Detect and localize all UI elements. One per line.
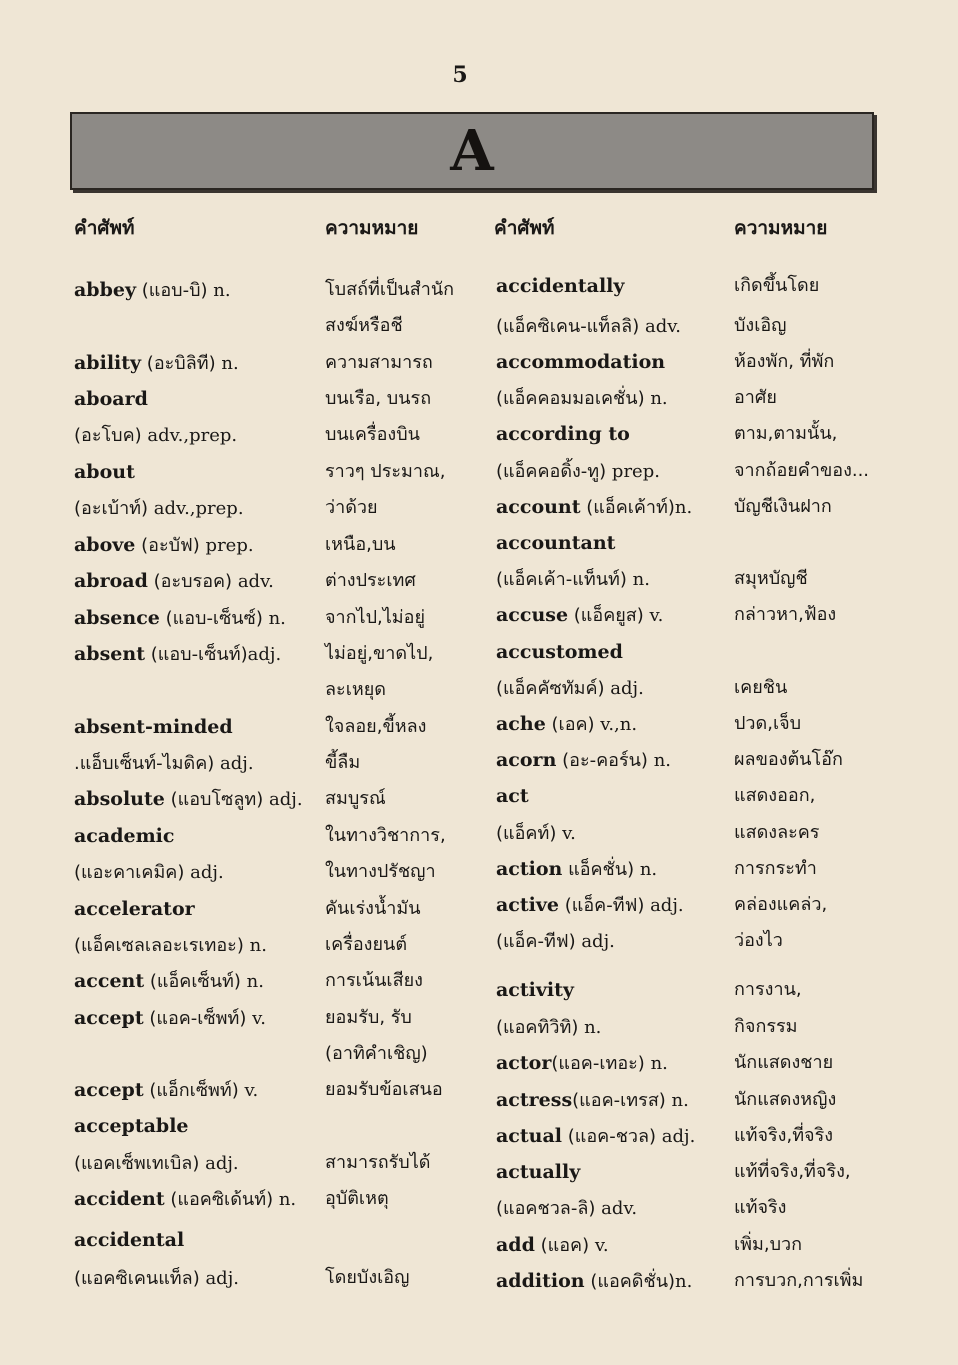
meaning: ความสามารถ bbox=[325, 352, 433, 373]
part-of-speech: adj. bbox=[581, 931, 615, 952]
headword: add bbox=[496, 1234, 535, 1256]
meaning: เครื่องยนต์ bbox=[325, 934, 408, 955]
meaning: เพิ่ม,บวก bbox=[734, 1234, 803, 1255]
section-header-box bbox=[70, 112, 874, 190]
pronunciation: (แอคเซ็พเทเบิล) bbox=[74, 1153, 206, 1174]
entry-line bbox=[74, 893, 195, 925]
pronunciation: (แอ็คคัซทัมค์) bbox=[496, 678, 611, 699]
headword: accept bbox=[74, 1007, 144, 1029]
meaning: บังเอิญ bbox=[734, 315, 787, 336]
entry-line bbox=[496, 1084, 689, 1116]
meaning: ผลของต้นโอ๊ก bbox=[734, 749, 843, 770]
entry-line bbox=[74, 529, 254, 561]
pronunciation: (แอบ-เซ็นซ์) bbox=[159, 608, 269, 629]
entry-line bbox=[496, 925, 615, 957]
headword: activity bbox=[496, 979, 574, 1001]
pronunciation: (แอคดิชั่น) bbox=[584, 1271, 676, 1292]
pronunciation: (แอบ-บิ) bbox=[136, 280, 214, 301]
entry-line bbox=[74, 456, 135, 488]
headword: acorn bbox=[496, 749, 557, 771]
headword: academic bbox=[74, 825, 175, 847]
pronunciation: (แอ็คยูส) bbox=[568, 605, 650, 626]
pronunciation: (อะบรอค) bbox=[147, 571, 238, 592]
pronunciation: (แอค-เทรส) bbox=[572, 1090, 672, 1111]
right-word-header: คำศัพท์ bbox=[494, 217, 555, 239]
pronunciation: (แอ็กเซ็พท์) bbox=[143, 1080, 245, 1101]
meaning: กล่าวหา,ฟ้อง bbox=[734, 604, 837, 625]
pronunciation: (แอ็คซิเคน-แท็ลลิ) bbox=[496, 316, 645, 337]
entry-line bbox=[74, 1074, 258, 1106]
entry-line bbox=[496, 1192, 637, 1224]
entry-line bbox=[74, 492, 244, 524]
pronunciation: (แอ็คเค้า-แท็นท์) bbox=[496, 569, 633, 590]
entry-line bbox=[496, 889, 684, 921]
headword: abbey bbox=[74, 279, 137, 301]
section-letter: A bbox=[450, 118, 494, 184]
entry-line bbox=[496, 270, 624, 302]
entry-line bbox=[496, 563, 650, 595]
entry-line bbox=[496, 1011, 601, 1043]
headword: actual bbox=[496, 1125, 562, 1147]
pronunciation: (แอ็คคอดิ้ง-ทู) bbox=[496, 461, 612, 482]
part-of-speech: v.,n. bbox=[600, 714, 638, 735]
part-of-speech: n. bbox=[653, 750, 672, 771]
headword: accidentally bbox=[496, 275, 625, 297]
meaning: แสดงละคร bbox=[734, 822, 820, 843]
meaning: กิจกรรม bbox=[734, 1016, 798, 1037]
right-meaning-header: ความหมาย bbox=[734, 217, 828, 239]
entry-line bbox=[496, 974, 574, 1006]
headword: abroad bbox=[74, 570, 148, 592]
pronunciation: (แอ็ค-ทีฟ) bbox=[496, 931, 582, 952]
part-of-speech: adv.,prep. bbox=[153, 498, 244, 519]
entry-line bbox=[74, 383, 148, 415]
pronunciation: (แอ็คเซลเลอะเรเทอะ) bbox=[74, 935, 250, 956]
meaning: จากถ้อยคำของ... bbox=[734, 460, 870, 481]
pronunciation: (แอ็คเค้าท์) bbox=[580, 497, 675, 518]
part-of-speech: adv. bbox=[644, 316, 681, 337]
meaning: แสดงออก, bbox=[734, 785, 816, 806]
part-of-speech: adj. bbox=[610, 678, 644, 699]
entry-line bbox=[74, 274, 231, 306]
part-of-speech: adv.,prep. bbox=[147, 425, 238, 446]
meaning: ในทางวิชาการ, bbox=[325, 825, 446, 846]
meaning: จากไป,ไม่อยู่ bbox=[325, 607, 426, 628]
pronunciation: (แอค-เทอะ) bbox=[551, 1053, 651, 1074]
part-of-speech: n. bbox=[221, 353, 239, 374]
entry-line bbox=[74, 1147, 239, 1179]
meaning: อุบัติเหตุ bbox=[325, 1188, 389, 1209]
entry-line bbox=[74, 747, 254, 779]
meaning: ราวๆ ประมาณ, bbox=[325, 461, 446, 482]
part-of-speech: n. bbox=[249, 935, 267, 956]
headword: action bbox=[496, 858, 563, 880]
meaning: บนเครื่องบิน bbox=[325, 424, 420, 445]
entry-line bbox=[74, 1002, 266, 1034]
pronunciation: (แอคซิเคนแท็ล) bbox=[74, 1268, 206, 1289]
pronunciation: (แอบโซลูท) bbox=[164, 789, 269, 810]
part-of-speech: adv. bbox=[601, 1198, 638, 1219]
headword: accommodation bbox=[496, 351, 666, 373]
left-word-header: คำศัพท์ bbox=[74, 217, 135, 239]
entry-line bbox=[74, 711, 233, 743]
meaning: นักแสดงหญิง bbox=[734, 1089, 837, 1110]
meaning: เกิดขึ้นโดย bbox=[734, 275, 820, 296]
meaning: บัญชีเงินฝาก bbox=[734, 496, 832, 517]
headword: about bbox=[74, 461, 135, 483]
entry-line bbox=[74, 347, 239, 379]
entry-line bbox=[496, 1047, 668, 1079]
entry-line bbox=[496, 817, 576, 849]
headword: absolute bbox=[74, 788, 165, 810]
entry-line bbox=[74, 1224, 184, 1256]
headword: above bbox=[74, 534, 136, 556]
meaning: แท้จริง,ที่จริง bbox=[734, 1125, 834, 1146]
headword: absent-minded bbox=[74, 716, 233, 738]
entry-line bbox=[74, 638, 281, 670]
meaning: เคยชิน bbox=[734, 677, 788, 698]
entry-line bbox=[496, 1229, 609, 1261]
entry-line bbox=[74, 965, 264, 997]
meaning: (อาทิคำเชิญ) bbox=[325, 1043, 428, 1064]
part-of-speech: n. bbox=[584, 1017, 602, 1038]
pronunciation: (แอคชวล-ลิ) bbox=[496, 1198, 602, 1219]
entry-line bbox=[496, 708, 637, 740]
pronunciation: (แอคซิเด้นท์) bbox=[164, 1189, 279, 1210]
part-of-speech: v. bbox=[562, 823, 576, 844]
headword: accident bbox=[74, 1188, 165, 1210]
headword: active bbox=[496, 894, 560, 916]
part-of-speech: n. bbox=[650, 388, 668, 409]
part-of-speech: v. bbox=[594, 1235, 609, 1256]
part-of-speech: adj. bbox=[268, 789, 303, 810]
meaning: ปวด,เจ็บ bbox=[734, 713, 802, 734]
entry-line bbox=[496, 1120, 695, 1152]
part-of-speech: n. bbox=[632, 569, 650, 590]
meaning: ว่าด้วย bbox=[325, 497, 378, 518]
part-of-speech: prep. bbox=[205, 535, 254, 556]
headword: according to bbox=[496, 423, 630, 445]
meaning: ใจลอย,ขี้หลง bbox=[325, 716, 427, 737]
meaning: ตาม,ตามนั้น, bbox=[734, 423, 838, 444]
headword: actress bbox=[496, 1089, 573, 1111]
part-of-speech: n. bbox=[675, 1271, 693, 1292]
headword: accustomed bbox=[496, 641, 623, 663]
meaning: นักแสดงชาย bbox=[734, 1052, 834, 1073]
entry-line bbox=[496, 780, 529, 812]
entry-line bbox=[74, 929, 267, 961]
meaning: เหนือ,บน bbox=[325, 534, 396, 555]
part-of-speech: n. bbox=[671, 1090, 689, 1111]
entry-line bbox=[496, 1265, 692, 1297]
meaning: ในทางปรัชญา bbox=[325, 861, 436, 882]
meaning: การเน้นเสียง bbox=[325, 970, 423, 991]
page-number: 5 bbox=[452, 62, 468, 88]
meaning: แท้ที่จริง,ที่จริง, bbox=[734, 1161, 851, 1182]
part-of-speech: adj. bbox=[205, 1153, 239, 1174]
meaning: สามารถรับได้ bbox=[325, 1152, 431, 1173]
meaning: ไม่อยู่,ขาดไป, bbox=[325, 643, 434, 664]
pronunciation: (อะโบค) bbox=[74, 425, 148, 446]
meaning: คล่องแคล่ว, bbox=[734, 894, 828, 915]
pronunciation: (แอคทิวิทิ) bbox=[496, 1017, 585, 1038]
part-of-speech: n. bbox=[278, 1189, 297, 1210]
entry-line bbox=[74, 820, 174, 852]
entry-line bbox=[496, 1156, 580, 1188]
headword: addition bbox=[496, 1270, 585, 1292]
meaning: อาศัย bbox=[734, 387, 777, 408]
pronunciation: (แอ็คคอมมอเคชั่น) bbox=[496, 388, 651, 409]
entry-line bbox=[74, 856, 224, 888]
part-of-speech: v. bbox=[244, 1080, 259, 1101]
headword: accept bbox=[74, 1079, 144, 1101]
meaning: คันเร่งน้ำมัน bbox=[325, 898, 421, 919]
entry-line bbox=[496, 418, 630, 450]
pronunciation: (อะบิลิที) bbox=[141, 353, 222, 374]
part-of-speech: n. bbox=[268, 608, 286, 629]
headword: accelerator bbox=[74, 898, 195, 920]
entry-line bbox=[496, 527, 615, 559]
headword: account bbox=[496, 496, 581, 518]
headword: actually bbox=[496, 1161, 581, 1183]
entry-line bbox=[74, 565, 274, 597]
part-of-speech: adv. bbox=[237, 571, 274, 592]
headword: absent bbox=[74, 643, 145, 665]
part-of-speech: adj. bbox=[220, 753, 254, 774]
headword: acceptable bbox=[74, 1115, 189, 1137]
part-of-speech: v. bbox=[649, 605, 664, 626]
meaning: ละเหยุด bbox=[325, 679, 386, 700]
part-of-speech: v. bbox=[252, 1008, 266, 1029]
headword: aboard bbox=[74, 388, 148, 410]
part-of-speech: n. bbox=[674, 497, 693, 518]
part-of-speech: n. bbox=[639, 859, 658, 880]
pronunciation: (แอ็ค-ทีฟ) bbox=[559, 895, 651, 916]
entry-line bbox=[496, 346, 665, 378]
pronunciation: (แอะคาเคมิค) bbox=[74, 862, 191, 883]
entry-line bbox=[74, 1110, 189, 1142]
part-of-speech: adj. bbox=[190, 862, 224, 883]
meaning: แท้จริง bbox=[734, 1197, 787, 1218]
part-of-speech: n. bbox=[213, 280, 231, 301]
meaning: การบวก,การเพิ่ม bbox=[734, 1270, 864, 1291]
pronunciation: (แอค-ชวล) bbox=[562, 1126, 662, 1147]
part-of-speech: adj. bbox=[650, 895, 684, 916]
pronunciation: (อะบัฟ) bbox=[135, 535, 206, 556]
left-meaning-header: ความหมาย bbox=[325, 217, 419, 239]
meaning: ขี้ลืม bbox=[325, 752, 361, 773]
part-of-speech: prep. bbox=[611, 461, 660, 482]
meaning: การงาน, bbox=[734, 979, 802, 1000]
entry-line bbox=[496, 455, 660, 487]
headword: absence bbox=[74, 607, 160, 629]
entry-line bbox=[496, 744, 671, 776]
headword: ability bbox=[74, 352, 142, 374]
entry-line bbox=[74, 783, 303, 815]
headword: ache bbox=[496, 713, 546, 735]
headword: accidental bbox=[74, 1229, 185, 1251]
entry-line bbox=[496, 599, 663, 631]
meaning: ว่องไว bbox=[734, 930, 783, 951]
entry-line bbox=[74, 602, 286, 634]
pronunciation: .แอ็บเซ็นท์-ไมดิค) bbox=[74, 753, 220, 774]
meaning: โบสถ์ที่เป็นสำนัก bbox=[325, 279, 455, 300]
meaning: ยอมรับข้อเสนอ bbox=[325, 1079, 443, 1100]
pronunciation: (แอค-เซ็พท์) bbox=[143, 1008, 253, 1029]
meaning: สงฆ์หรือชี bbox=[325, 315, 403, 336]
pronunciation: (เอค) bbox=[545, 714, 601, 735]
entry-line bbox=[74, 419, 237, 451]
part-of-speech: adj. bbox=[661, 1126, 696, 1147]
meaning: สมุหบัญชี bbox=[734, 568, 808, 589]
pronunciation: (แอค) bbox=[534, 1235, 595, 1256]
headword: accountant bbox=[496, 532, 616, 554]
headword: act bbox=[496, 785, 529, 807]
meaning: ยอมรับ, รับ bbox=[325, 1007, 412, 1028]
pronunciation: (แอ็คเซ็นท์) bbox=[144, 971, 247, 992]
meaning: ต่างประเทศ bbox=[325, 570, 416, 591]
entry-line bbox=[496, 310, 681, 342]
part-of-speech: adj. bbox=[205, 1268, 239, 1289]
entry-line bbox=[496, 382, 668, 414]
entry-line bbox=[496, 491, 692, 523]
headword: actor bbox=[496, 1052, 552, 1074]
headword: accent bbox=[74, 970, 145, 992]
entry-line bbox=[496, 672, 644, 704]
meaning: โดยบังเอิญ bbox=[325, 1267, 410, 1288]
meaning: การกระทำ bbox=[734, 858, 817, 879]
part-of-speech: adj. bbox=[247, 644, 282, 665]
meaning: ห้องพัก, ที่พัก bbox=[734, 351, 835, 372]
entry-line bbox=[74, 1262, 239, 1294]
entry-line bbox=[496, 853, 657, 885]
pronunciation: (อะเบ้าท์) bbox=[74, 498, 154, 519]
pronunciation: (แอบ-เซ็นท์) bbox=[144, 644, 248, 665]
part-of-speech: n. bbox=[650, 1053, 668, 1074]
entry-line bbox=[496, 636, 623, 668]
pronunciation: (แอ็คท์) bbox=[496, 823, 563, 844]
part-of-speech: n. bbox=[246, 971, 264, 992]
pronunciation: (อะ-คอร์น) bbox=[556, 750, 654, 771]
pronunciation: แอ็คชั่น) bbox=[562, 859, 640, 880]
meaning: สมบูรณ์ bbox=[325, 788, 386, 809]
entry-line bbox=[74, 1183, 296, 1215]
meaning: บนเรือ, บนรถ bbox=[325, 388, 432, 409]
headword: accuse bbox=[496, 604, 569, 626]
